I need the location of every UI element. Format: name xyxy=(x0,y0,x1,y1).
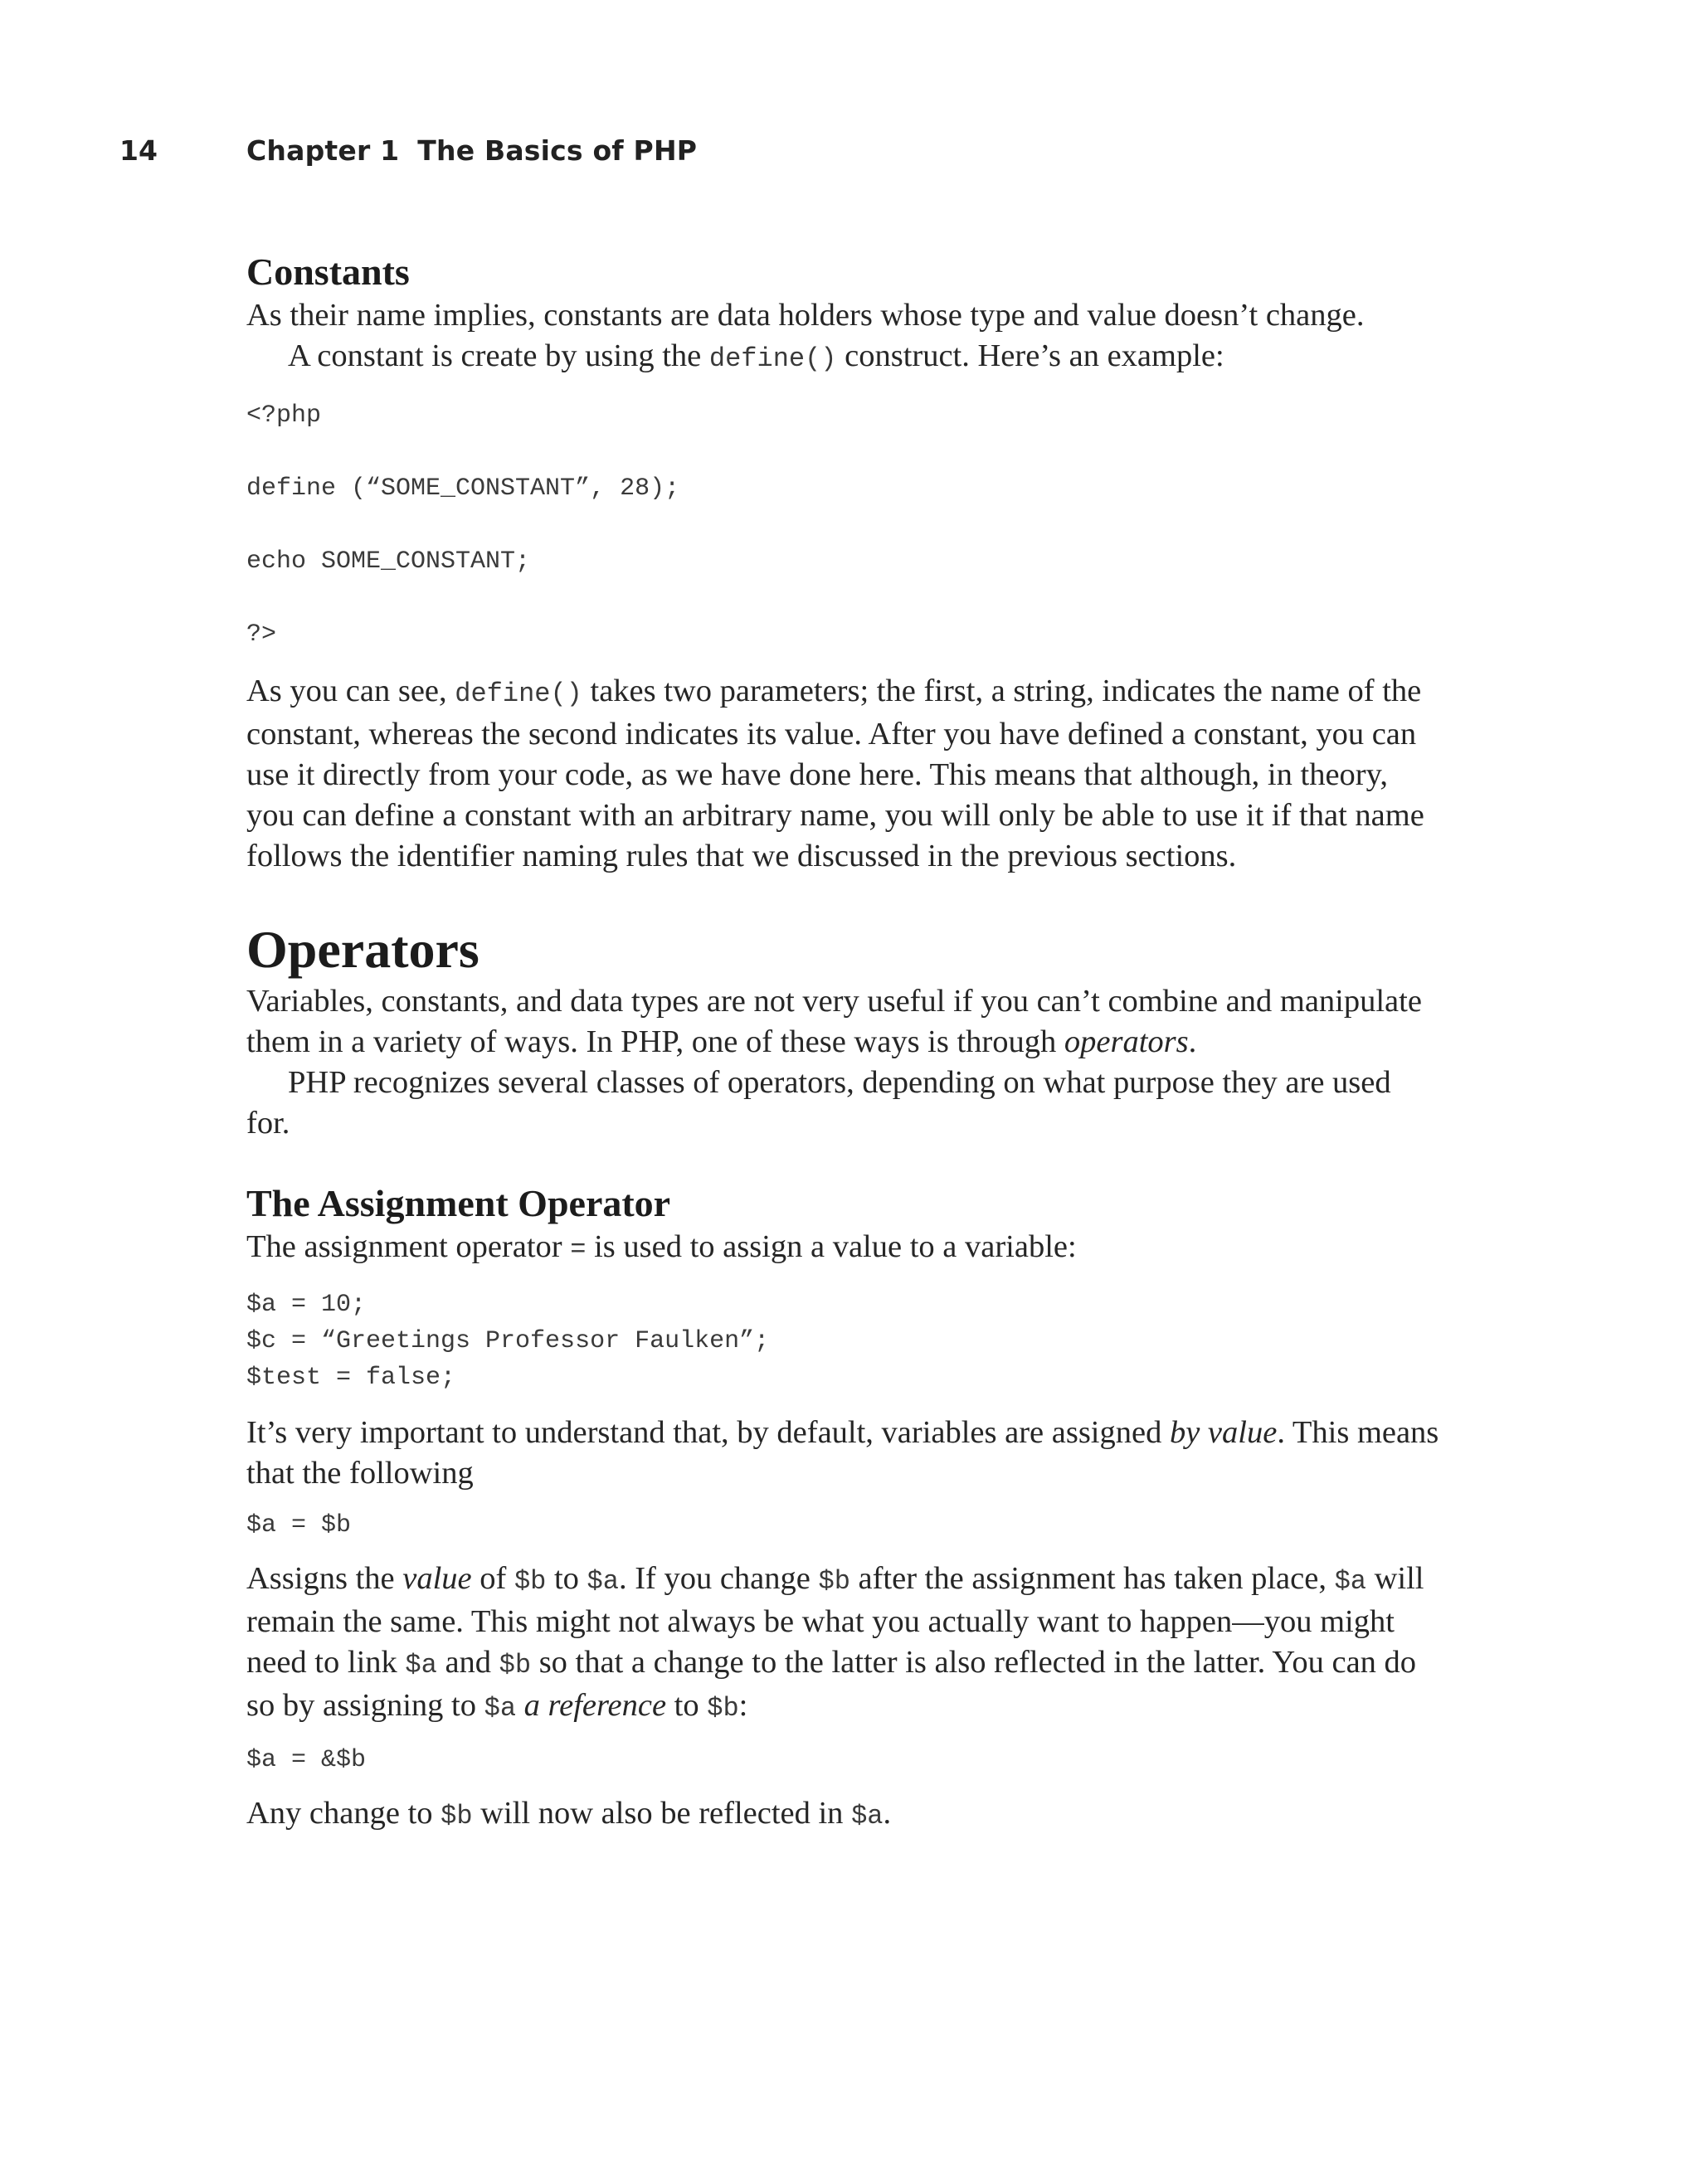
chapter-label: Chapter 1 xyxy=(246,134,400,167)
by-value-paragraph: It’s very important to understand that, by default, variables are assigned by value. This means that the following xyxy=(246,1415,1439,1491)
assignment-intro: The assignment operator = is used to assign a value to a variable: xyxy=(246,1229,1077,1265)
page-number: 14 xyxy=(119,134,158,167)
code-block-constant xyxy=(246,397,1441,653)
code-line-blank xyxy=(246,507,1441,543)
page-content xyxy=(246,249,1441,1836)
chapter-title: The Basics of PHP xyxy=(417,134,698,167)
constants-explanation: As you can see, define() takes two parameters; the first, a string, indicates the name of the constant, whereas the second indicates its value. After you have defined a constant, you can use it directly from your code, as we have done here. This means that although, in theory, you can define a constant with an arbitrary name, you will only be able to use it if that name follows the identifier naming rules that we discussed in the previous sections. xyxy=(246,674,1424,873)
code-line: ?> xyxy=(246,620,277,649)
section-heading-constants: Constants xyxy=(246,251,410,293)
constants-define-paragraph: A constant is create by using the define() construct. Here’s an example: xyxy=(288,338,1224,374)
code-by-value: $a = $b xyxy=(246,1511,352,1540)
chapter-heading xyxy=(246,134,697,167)
constants-intro: As their name implies, constants are data holders whose type and value doesn’t change. xyxy=(246,298,1365,333)
code-line-blank xyxy=(246,434,1441,470)
code-line: <?php xyxy=(246,401,322,430)
code-line: $test = false; xyxy=(246,1364,456,1392)
operators-classes: PHP recognizes several classes of operators, depending on what purpose they are used for. xyxy=(246,1065,1391,1141)
section-heading-operators: Operators xyxy=(246,920,480,979)
operators-intro: Variables, constants, and data types are not very useful if you can’t combine and manipulate them in a variety of ways. In PHP, one of these ways is through operators. xyxy=(246,984,1422,1059)
code-line: $a = 10; xyxy=(246,1291,367,1319)
code-line: $c = “Greetings Professor Faulken”; xyxy=(246,1327,770,1355)
by-reference-paragraph: Assigns the value of $b to $a. If you change $b after the assignment has taken place, $a will remain the same. This might not always be what you actually want to happen—you might need to link $a and $b so that a change to the latter is also reflected in the latter. You can do so by assigning to $a a reference to $b: xyxy=(246,1561,1424,1724)
code-by-reference: $a = &$b xyxy=(246,1746,367,1774)
code-line-blank xyxy=(246,580,1441,616)
code-line: echo SOME_CONSTANT; xyxy=(246,547,531,576)
section-heading-assignment: The Assignment Operator xyxy=(246,1182,671,1224)
running-header xyxy=(0,134,1699,176)
code-block-assignment xyxy=(246,1287,1441,1396)
code-line: define (“SOME_CONSTANT”, 28); xyxy=(246,474,680,503)
reference-conclusion: Any change to $b will now also be reflected in $a. xyxy=(246,1796,892,1831)
